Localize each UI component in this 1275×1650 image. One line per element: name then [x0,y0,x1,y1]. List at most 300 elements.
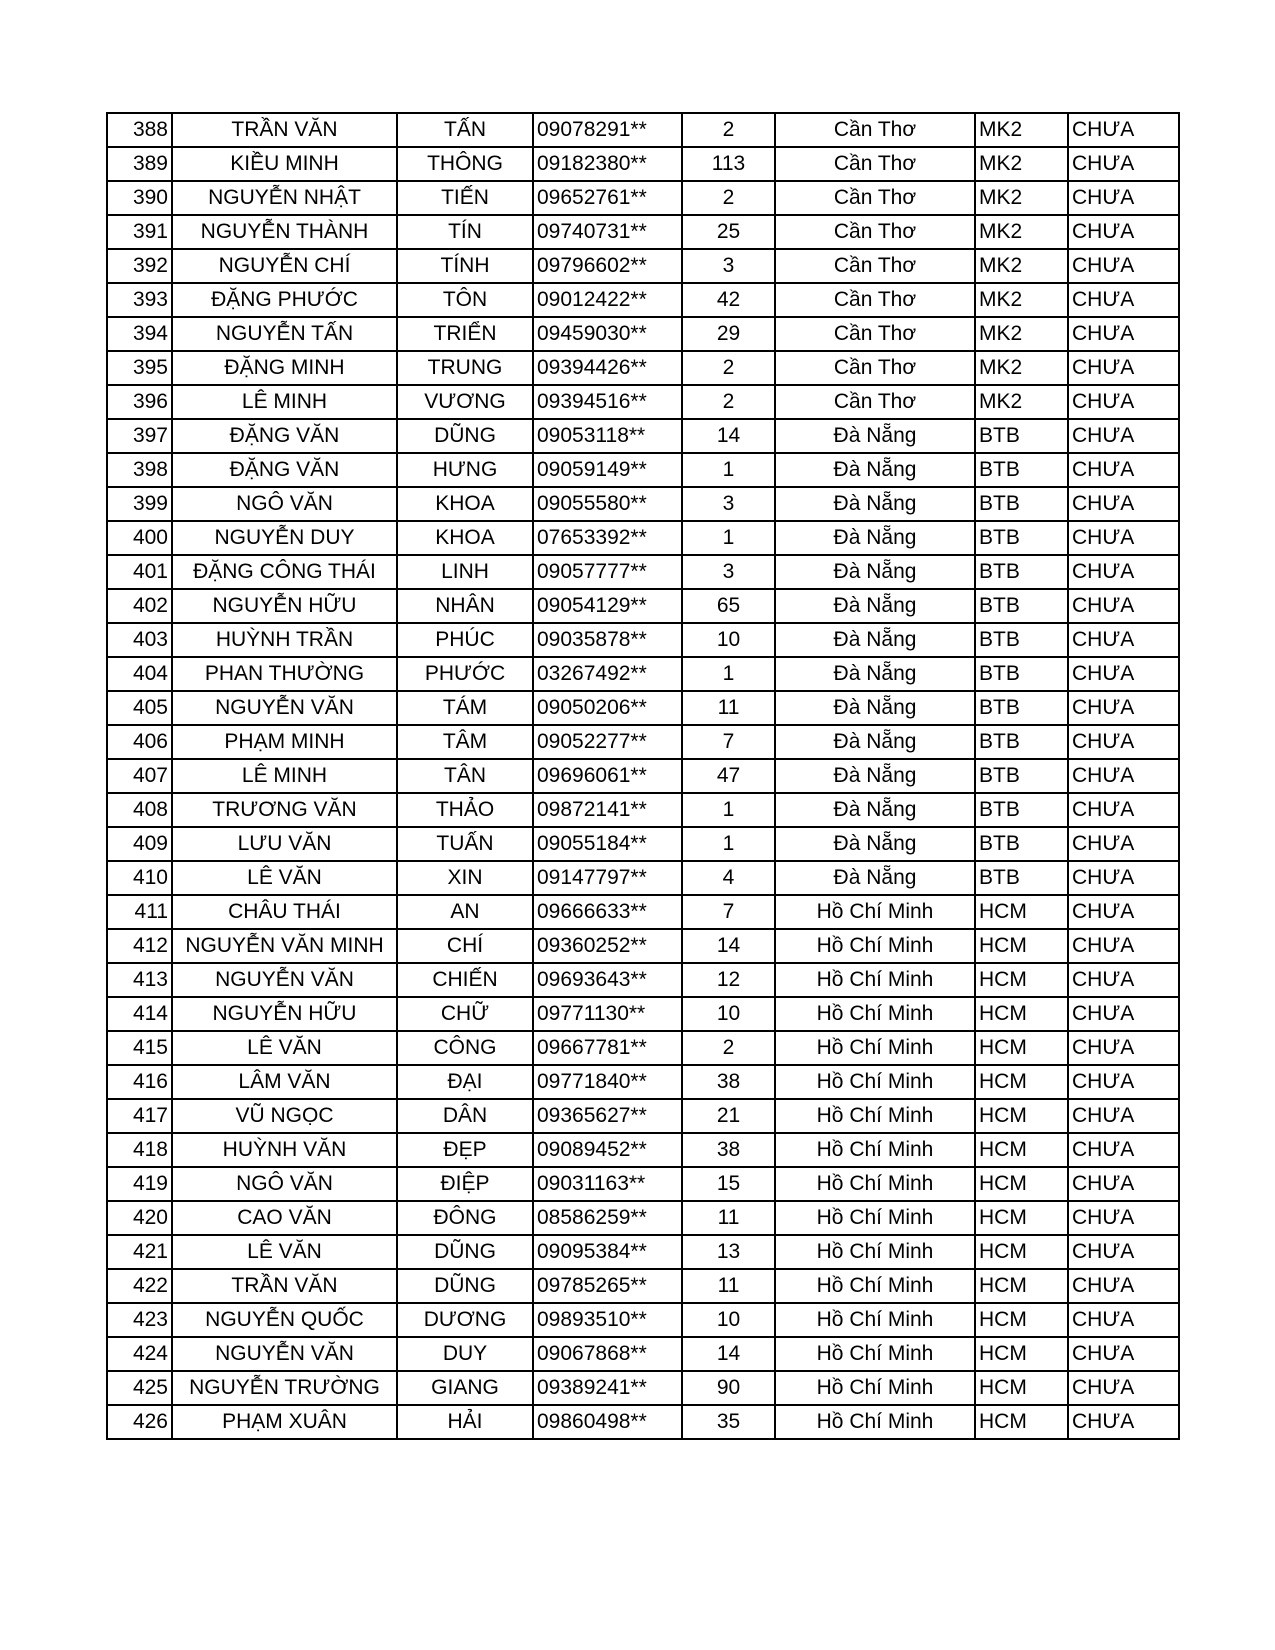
row-number: 400 [107,521,172,555]
region-code: HCM [975,997,1068,1031]
table-row [107,589,1179,623]
phone-number: 08586259** [533,1201,682,1235]
status: CHƯA [1068,317,1179,351]
quantity: 3 [682,249,775,283]
first-name: TRUNG [397,351,533,385]
last-middle-name: VŨ NGỌC [172,1099,397,1133]
region-code: BTB [975,623,1068,657]
phone-number: 09860498** [533,1405,682,1439]
last-middle-name: NGUYỄN QUỐC [172,1303,397,1337]
quantity: 13 [682,1235,775,1269]
table-row [107,759,1179,793]
first-name: ĐẸP [397,1133,533,1167]
quantity: 42 [682,283,775,317]
last-middle-name: PHẠM XUÂN [172,1405,397,1439]
first-name: NHÂN [397,589,533,623]
row-number: 414 [107,997,172,1031]
phone-number: 09740731** [533,215,682,249]
quantity: 21 [682,1099,775,1133]
table-row [107,1371,1179,1405]
row-number: 408 [107,793,172,827]
table-row [107,1235,1179,1269]
last-middle-name: PHẠM MINH [172,725,397,759]
city: Cần Thơ [775,351,975,385]
table-row [107,181,1179,215]
status: CHƯA [1068,1167,1179,1201]
row-number: 397 [107,419,172,453]
region-code: HCM [975,895,1068,929]
first-name: CHIẾN [397,963,533,997]
first-name: TÂN [397,759,533,793]
status: CHƯA [1068,691,1179,725]
status: CHƯA [1068,453,1179,487]
city: Cần Thơ [775,317,975,351]
customer-table [106,112,1180,1440]
quantity: 11 [682,1201,775,1235]
table-row [107,997,1179,1031]
first-name: CHỮ [397,997,533,1031]
status: CHƯA [1068,1099,1179,1133]
table-row [107,895,1179,929]
table-row [107,793,1179,827]
quantity: 10 [682,1303,775,1337]
city: Hồ Chí Minh [775,1303,975,1337]
region-code: BTB [975,589,1068,623]
city: Đà Nẵng [775,419,975,453]
table-row [107,317,1179,351]
phone-number: 09012422** [533,283,682,317]
first-name: ĐẠI [397,1065,533,1099]
row-number: 409 [107,827,172,861]
first-name: TẤN [397,113,533,147]
status: CHƯA [1068,1303,1179,1337]
status: CHƯA [1068,895,1179,929]
table-row [107,827,1179,861]
status: CHƯA [1068,351,1179,385]
phone-number: 09147797** [533,861,682,895]
first-name: HẢI [397,1405,533,1439]
region-code: HCM [975,1065,1068,1099]
status: CHƯA [1068,589,1179,623]
table-row [107,861,1179,895]
row-number: 388 [107,113,172,147]
quantity: 3 [682,487,775,521]
row-number: 410 [107,861,172,895]
quantity: 2 [682,113,775,147]
status: CHƯA [1068,1337,1179,1371]
first-name: PHƯỚC [397,657,533,691]
quantity: 3 [682,555,775,589]
table-row [107,555,1179,589]
city: Hồ Chí Minh [775,1371,975,1405]
row-number: 419 [107,1167,172,1201]
status: CHƯA [1068,1065,1179,1099]
quantity: 1 [682,793,775,827]
first-name: DƯƠNG [397,1303,533,1337]
region-code: BTB [975,827,1068,861]
region-code: HCM [975,1235,1068,1269]
last-middle-name: ĐẶNG PHƯỚC [172,283,397,317]
quantity: 15 [682,1167,775,1201]
quantity: 2 [682,1031,775,1065]
quantity: 11 [682,1269,775,1303]
region-code: HCM [975,1371,1068,1405]
last-middle-name: LÊ VĂN [172,861,397,895]
row-number: 417 [107,1099,172,1133]
first-name: GIANG [397,1371,533,1405]
row-number: 406 [107,725,172,759]
last-middle-name: NGUYỄN THÀNH [172,215,397,249]
row-number: 415 [107,1031,172,1065]
city: Đà Nẵng [775,589,975,623]
table-row [107,1167,1179,1201]
quantity: 14 [682,1337,775,1371]
row-number: 411 [107,895,172,929]
region-code: MK2 [975,283,1068,317]
row-number: 420 [107,1201,172,1235]
region-code: HCM [975,1303,1068,1337]
city: Đà Nẵng [775,453,975,487]
phone-number: 09652761** [533,181,682,215]
region-code: HCM [975,1201,1068,1235]
phone-number: 09365627** [533,1099,682,1133]
status: CHƯA [1068,929,1179,963]
city: Hồ Chí Minh [775,1337,975,1371]
region-code: MK2 [975,351,1068,385]
status: CHƯA [1068,1269,1179,1303]
row-number: 393 [107,283,172,317]
last-middle-name: ĐẶNG CÔNG THÁI [172,555,397,589]
row-number: 418 [107,1133,172,1167]
city: Hồ Chí Minh [775,1167,975,1201]
status: CHƯA [1068,1031,1179,1065]
city: Cần Thơ [775,249,975,283]
status: CHƯA [1068,283,1179,317]
row-number: 404 [107,657,172,691]
first-name: HƯNG [397,453,533,487]
row-number: 391 [107,215,172,249]
last-middle-name: TRƯƠNG VĂN [172,793,397,827]
phone-number: 09053118** [533,419,682,453]
row-number: 412 [107,929,172,963]
quantity: 35 [682,1405,775,1439]
quantity: 12 [682,963,775,997]
table-row [107,963,1179,997]
first-name: TÂM [397,725,533,759]
region-code: BTB [975,793,1068,827]
city: Cần Thơ [775,113,975,147]
last-middle-name: CHÂU THÁI [172,895,397,929]
status: CHƯA [1068,623,1179,657]
last-middle-name: LƯU VĂN [172,827,397,861]
city: Hồ Chí Minh [775,1269,975,1303]
phone-number: 09052277** [533,725,682,759]
quantity: 14 [682,929,775,963]
phone-number: 09459030** [533,317,682,351]
city: Hồ Chí Minh [775,895,975,929]
row-number: 398 [107,453,172,487]
status: CHƯA [1068,657,1179,691]
first-name: TUẤN [397,827,533,861]
city: Đà Nẵng [775,555,975,589]
last-middle-name: HUỲNH TRẦN [172,623,397,657]
quantity: 10 [682,623,775,657]
phone-number: 09095384** [533,1235,682,1269]
city: Hồ Chí Minh [775,1031,975,1065]
last-middle-name: HUỲNH VĂN [172,1133,397,1167]
table-row [107,1099,1179,1133]
row-number: 421 [107,1235,172,1269]
quantity: 2 [682,385,775,419]
status: CHƯA [1068,793,1179,827]
quantity: 1 [682,521,775,555]
row-number: 413 [107,963,172,997]
status: CHƯA [1068,487,1179,521]
phone-number: 09693643** [533,963,682,997]
table-row [107,351,1179,385]
city: Hồ Chí Minh [775,1235,975,1269]
city: Hồ Chí Minh [775,1133,975,1167]
region-code: BTB [975,657,1068,691]
last-middle-name: NGUYỄN VĂN MINH [172,929,397,963]
phone-number: 09035878** [533,623,682,657]
status: CHƯA [1068,1133,1179,1167]
region-code: MK2 [975,317,1068,351]
status: CHƯA [1068,521,1179,555]
last-middle-name: KIỀU MINH [172,147,397,181]
region-code: MK2 [975,113,1068,147]
first-name: TRIỂN [397,317,533,351]
region-code: HCM [975,929,1068,963]
region-code: HCM [975,1167,1068,1201]
phone-number: 09394516** [533,385,682,419]
table-row [107,623,1179,657]
city: Cần Thơ [775,385,975,419]
phone-number: 09667781** [533,1031,682,1065]
region-code: HCM [975,1269,1068,1303]
phone-number: 09771840** [533,1065,682,1099]
region-code: BTB [975,759,1068,793]
first-name: PHÚC [397,623,533,657]
region-code: MK2 [975,249,1068,283]
row-number: 403 [107,623,172,657]
table-row [107,249,1179,283]
status: CHƯA [1068,725,1179,759]
row-number: 407 [107,759,172,793]
city: Đà Nẵng [775,487,975,521]
phone-number: 07653392** [533,521,682,555]
status: CHƯA [1068,827,1179,861]
table-row [107,215,1179,249]
region-code: BTB [975,861,1068,895]
row-number: 424 [107,1337,172,1371]
status: CHƯA [1068,963,1179,997]
last-middle-name: NGUYỄN VĂN [172,691,397,725]
phone-number: 09389241** [533,1371,682,1405]
region-code: HCM [975,1099,1068,1133]
city: Cần Thơ [775,181,975,215]
phone-number: 09055580** [533,487,682,521]
phone-number: 09054129** [533,589,682,623]
region-code: BTB [975,555,1068,589]
table-row [107,487,1179,521]
city: Hồ Chí Minh [775,997,975,1031]
status: CHƯA [1068,1201,1179,1235]
row-number: 416 [107,1065,172,1099]
last-middle-name: NGUYỄN HỮU [172,589,397,623]
city: Đà Nẵng [775,793,975,827]
status: CHƯA [1068,419,1179,453]
table-body [107,113,1179,1439]
table-row [107,283,1179,317]
first-name: KHOA [397,521,533,555]
region-code: BTB [975,725,1068,759]
phone-number: 09050206** [533,691,682,725]
table-row [107,1201,1179,1235]
city: Cần Thơ [775,283,975,317]
row-number: 396 [107,385,172,419]
region-code: HCM [975,1405,1068,1439]
last-middle-name: NGUYỄN TẤN [172,317,397,351]
last-middle-name: NGUYỄN TRƯỜNG [172,1371,397,1405]
first-name: DŨNG [397,419,533,453]
first-name: DŨNG [397,1269,533,1303]
row-number: 402 [107,589,172,623]
table-row [107,147,1179,181]
region-code: MK2 [975,147,1068,181]
phone-number: 09394426** [533,351,682,385]
status: CHƯA [1068,1371,1179,1405]
status: CHƯA [1068,861,1179,895]
first-name: TÁM [397,691,533,725]
first-name: DUY [397,1337,533,1371]
quantity: 10 [682,997,775,1031]
quantity: 2 [682,351,775,385]
last-middle-name: CAO VĂN [172,1201,397,1235]
table-row [107,929,1179,963]
status: CHƯA [1068,113,1179,147]
phone-number: 09696061** [533,759,682,793]
last-middle-name: ĐẶNG MINH [172,351,397,385]
first-name: AN [397,895,533,929]
table-row [107,1405,1179,1439]
quantity: 7 [682,725,775,759]
region-code: HCM [975,1337,1068,1371]
phone-number: 09796602** [533,249,682,283]
row-number: 425 [107,1371,172,1405]
table-row [107,453,1179,487]
first-name: TÍN [397,215,533,249]
last-middle-name: ĐẶNG VĂN [172,419,397,453]
status: CHƯA [1068,249,1179,283]
first-name: VƯƠNG [397,385,533,419]
last-middle-name: NGÔ VĂN [172,1167,397,1201]
quantity: 7 [682,895,775,929]
last-middle-name: TRẦN VĂN [172,1269,397,1303]
city: Hồ Chí Minh [775,1099,975,1133]
phone-number: 09182380** [533,147,682,181]
first-name: TIẾN [397,181,533,215]
quantity: 65 [682,589,775,623]
last-middle-name: PHAN THƯỜNG [172,657,397,691]
phone-number: 09771130** [533,997,682,1031]
last-middle-name: ĐẶNG VĂN [172,453,397,487]
row-number: 405 [107,691,172,725]
table-row [107,419,1179,453]
city: Hồ Chí Minh [775,963,975,997]
city: Hồ Chí Minh [775,1405,975,1439]
quantity: 113 [682,147,775,181]
row-number: 401 [107,555,172,589]
first-name: ĐÔNG [397,1201,533,1235]
row-number: 399 [107,487,172,521]
table-row [107,657,1179,691]
status: CHƯA [1068,997,1179,1031]
city: Hồ Chí Minh [775,1201,975,1235]
quantity: 4 [682,861,775,895]
region-code: HCM [975,1133,1068,1167]
city: Đà Nẵng [775,725,975,759]
region-code: BTB [975,521,1068,555]
region-code: BTB [975,453,1068,487]
city: Đà Nẵng [775,827,975,861]
first-name: DŨNG [397,1235,533,1269]
first-name: XIN [397,861,533,895]
row-number: 423 [107,1303,172,1337]
table-row [107,691,1179,725]
region-code: MK2 [975,385,1068,419]
phone-number: 09057777** [533,555,682,589]
city: Đà Nẵng [775,861,975,895]
phone-number: 09078291** [533,113,682,147]
row-number: 390 [107,181,172,215]
region-code: BTB [975,487,1068,521]
last-middle-name: NGUYỄN VĂN [172,963,397,997]
last-middle-name: NGUYỄN DUY [172,521,397,555]
row-number: 395 [107,351,172,385]
last-middle-name: NGUYỄN VĂN [172,1337,397,1371]
city: Cần Thơ [775,215,975,249]
status: CHƯA [1068,1235,1179,1269]
first-name: LINH [397,555,533,589]
row-number: 392 [107,249,172,283]
first-name: CÔNG [397,1031,533,1065]
city: Cần Thơ [775,147,975,181]
quantity: 38 [682,1065,775,1099]
status: CHƯA [1068,759,1179,793]
phone-number: 09059149** [533,453,682,487]
quantity: 29 [682,317,775,351]
table-row [107,1337,1179,1371]
table-row [107,1269,1179,1303]
region-code: BTB [975,691,1068,725]
phone-number: 09785265** [533,1269,682,1303]
quantity: 90 [682,1371,775,1405]
status: CHƯA [1068,147,1179,181]
phone-number: 09089452** [533,1133,682,1167]
row-number: 394 [107,317,172,351]
last-middle-name: LÊ VĂN [172,1235,397,1269]
last-middle-name: NGÔ VĂN [172,487,397,521]
phone-number: 09872141** [533,793,682,827]
table-row [107,521,1179,555]
region-code: HCM [975,1031,1068,1065]
last-middle-name: LÊ MINH [172,759,397,793]
last-middle-name: LÊ VĂN [172,1031,397,1065]
last-middle-name: TRẦN VĂN [172,113,397,147]
city: Đà Nẵng [775,691,975,725]
table-row [107,113,1179,147]
